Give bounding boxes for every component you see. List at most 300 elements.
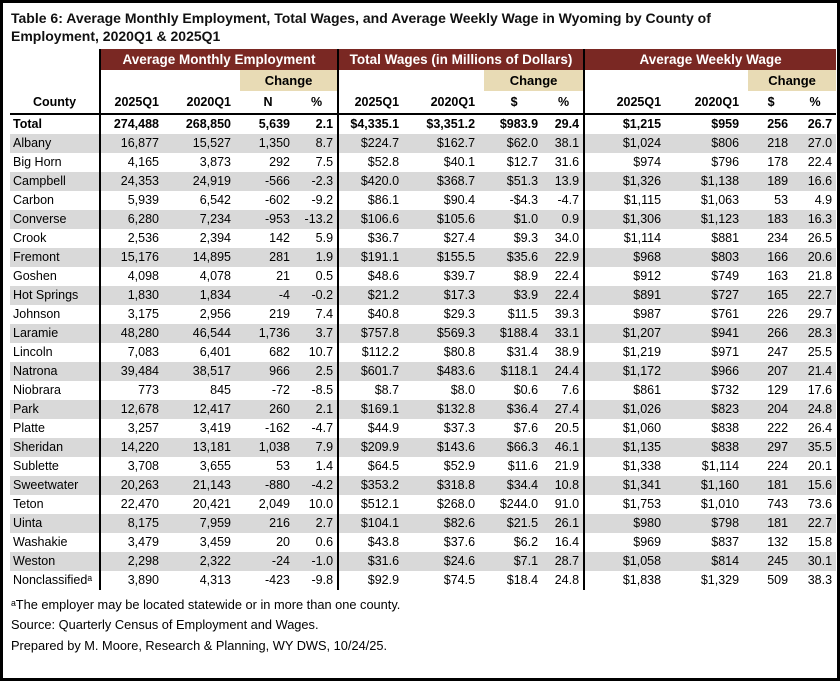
table-body [10,114,836,590]
value-cell: 12,417 [192,401,231,416]
value-cell: $353.2 [338,476,408,495]
value-cell: $974 [584,153,670,172]
value-cell: 4,098 [100,267,168,286]
value-cell: $48.6 [338,267,408,286]
value-cell: 14,220 [100,438,168,457]
county-cell: Carbon [13,192,54,207]
table-row [10,533,836,552]
value-cell: 22.4 [554,268,580,283]
blank-cell [10,70,100,91]
employment-wages-table [10,49,836,590]
value-cell: 2.7 [315,515,334,530]
col-header: 2025Q1 [584,91,670,114]
value-cell: $959 [711,116,740,131]
value-cell: $31.6 [338,552,408,571]
value-cell: 13.9 [554,173,580,188]
value-cell: $483.6 [436,363,476,378]
value-cell: 20.1 [807,458,833,473]
value-cell: $3.9 [513,287,539,302]
county-cell: Nonclassifiedᵃ [13,572,92,587]
value-cell: 91.0 [554,496,580,511]
value-cell: $37.3 [443,420,476,435]
change-label-weekly-wage: Change [748,70,836,91]
table-row [10,305,836,324]
value-cell: $368.7 [436,173,476,188]
county-cell: Johnson [13,306,61,321]
county-cell: Weston [13,553,56,568]
value-cell: $757.8 [338,324,408,343]
value-cell: $823 [711,401,740,416]
value-cell: 743 [767,496,789,511]
value-cell: $169.1 [338,400,408,419]
value-cell: $861 [584,381,670,400]
value-cell: $37.6 [443,534,476,549]
value-cell: 3,257 [100,419,168,438]
value-cell: $732 [711,382,740,397]
value-cell: $798 [711,515,740,530]
value-cell: $881 [711,230,740,245]
footnote-employer: ᵃThe employer may be located statewide or in more than one county. [11,596,401,612]
value-cell: 4,165 [100,153,168,172]
value-cell: 4.9 [814,192,833,207]
table-row [10,362,836,381]
value-cell: $601.7 [338,362,408,381]
value-cell: $838 [711,420,740,435]
value-cell: $52.8 [338,153,408,172]
value-cell: 189 [767,173,789,188]
value-cell: $420.0 [338,172,408,191]
county-cell: Platte [13,420,45,435]
value-cell: 226 [767,306,789,321]
value-cell: 7.4 [315,306,334,321]
value-cell: $7.6 [513,420,539,435]
value-cell: $814 [711,553,740,568]
value-cell: $969 [584,533,670,552]
value-cell: $105.6 [436,211,476,226]
value-cell: 10.8 [554,477,580,492]
value-cell: 22,470 [100,495,168,514]
value-cell: 2,298 [100,552,168,571]
value-cell: 7.5 [315,154,334,169]
value-cell: 245 [767,553,789,568]
table-row [10,438,836,457]
value-cell: 2.1 [315,116,334,131]
value-cell: 218 [767,135,789,150]
value-cell: $36.7 [338,229,408,248]
value-cell: 20,263 [100,476,168,495]
value-cell: 266 [767,325,789,340]
value-cell: $188.4 [499,325,539,340]
value-cell: 274,488 [100,114,168,134]
corner-blank-cell [10,49,100,70]
value-cell: 21,143 [192,477,231,492]
value-cell: $796 [711,154,740,169]
value-cell: -602 [264,192,290,207]
table-row [10,114,836,134]
value-cell: $31.4 [506,344,539,359]
value-cell: $891 [584,286,670,305]
value-cell: 10.7 [308,344,334,359]
value-cell: 21.4 [807,363,833,378]
value-cell: 24.4 [554,363,580,378]
value-cell: $838 [711,439,740,454]
table-row [10,381,836,400]
value-cell: 181 [767,515,789,530]
table-row [10,153,836,172]
value-cell: 26.4 [807,420,833,435]
value-cell: 3,459 [199,534,231,549]
group-header-total-wages: Total Wages (in Millions of Dollars) [338,49,584,70]
value-cell: 22.7 [807,287,833,302]
value-cell: $1,058 [584,552,670,571]
value-cell: 224 [767,458,789,473]
value-cell: 73.6 [807,496,833,511]
value-cell: $1,306 [584,210,670,229]
value-cell: 181 [767,477,789,492]
value-cell: 35.5 [807,439,833,454]
value-cell: $1,219 [584,343,670,362]
col-header: 2025Q1 [338,91,408,114]
value-cell: $17.3 [443,287,476,302]
value-cell: 4,313 [199,572,231,587]
value-cell: $162.7 [436,135,476,150]
value-cell: $803 [711,249,740,264]
table-row [10,571,836,590]
value-cell: $1,123 [700,211,740,226]
value-cell: -162 [264,420,290,435]
col-header: $ [484,91,544,114]
group-header-row [10,49,836,70]
value-cell: 2.1 [315,401,334,416]
table-title: Table 6: Average Monthly Employment, Total Wages, and Average Weekly Wage in Wyoming by County of Employment, 2020Q1 & 2025Q1 [11,10,711,44]
change-label-employment: Change [240,70,338,91]
table-row [10,552,836,571]
value-cell: 682 [269,344,290,359]
value-cell: 260 [269,401,290,416]
value-cell: $40.1 [443,154,476,169]
value-cell: 1,834 [199,287,231,302]
value-cell: -1.0 [311,553,334,568]
value-cell: 53 [276,458,290,473]
value-cell: $1,010 [700,496,740,511]
value-cell: $80.8 [443,344,476,359]
county-cell: Converse [13,211,67,226]
value-cell: $318.8 [436,477,476,492]
county-column-header: County [10,91,100,114]
value-cell: $761 [711,306,740,321]
value-cell: $512.1 [338,495,408,514]
value-cell: 20.5 [554,420,580,435]
col-header: 2025Q1 [100,91,168,114]
value-cell: $43.8 [338,533,408,552]
value-cell: 234 [767,230,789,245]
table-row [10,267,836,286]
group-header-employment: Average Monthly Employment [100,49,338,70]
value-cell: -423 [264,572,290,587]
value-cell: $983.9 [499,116,539,131]
value-cell: 33.1 [554,325,580,340]
county-cell: Teton [13,496,44,511]
value-cell: 15,527 [192,135,231,150]
county-cell: Hot Springs [13,287,79,302]
value-cell: 773 [100,381,168,400]
value-cell: 1.9 [315,249,334,264]
value-cell: $1.0 [513,211,539,226]
value-cell: $155.5 [436,249,476,264]
value-cell: 22.7 [807,515,833,530]
value-cell: $1,024 [584,134,670,153]
county-cell: Sublette [13,458,59,473]
county-cell: Uinta [13,515,43,530]
col-header: % [544,91,584,114]
value-cell: 247 [767,344,789,359]
value-cell: 38.1 [554,135,580,150]
value-cell: 16.3 [807,211,833,226]
county-cell: Niobrara [13,382,61,397]
col-header: % [296,91,338,114]
value-cell: $244.0 [499,496,539,511]
col-header: 2020Q1 [168,91,240,114]
value-cell: 966 [269,363,290,378]
value-cell: 1,830 [100,286,168,305]
value-cell: $1,172 [584,362,670,381]
value-cell: 204 [767,401,789,416]
footnote-source: Source: Quarterly Census of Employment and Wages. [11,617,319,633]
value-cell: $1,060 [584,419,670,438]
value-cell: 22.9 [554,249,580,264]
value-cell: $569.3 [436,325,476,340]
col-header: % [794,91,836,114]
value-cell: $806 [711,135,740,150]
value-cell: $12.7 [506,154,539,169]
value-cell: -4 [278,287,290,302]
value-cell: -9.8 [311,572,334,587]
value-cell: $966 [711,363,740,378]
value-cell: 6,542 [199,192,231,207]
value-cell: 165 [767,287,789,302]
table-row [10,134,836,153]
value-cell: $268.0 [436,496,476,511]
value-cell: $21.5 [506,515,539,530]
value-cell: 24.8 [807,401,833,416]
value-cell: 38,517 [192,363,231,378]
county-cell: Albany [13,135,52,150]
value-cell: 281 [269,249,290,264]
value-cell: $27.4 [443,230,476,245]
value-cell: 3.7 [315,325,334,340]
value-cell: 48,280 [100,324,168,343]
value-cell: -880 [264,477,290,492]
value-cell: 21 [276,268,290,283]
value-cell: $1,207 [584,324,670,343]
value-cell: 13,181 [192,439,231,454]
value-cell: 14,895 [192,249,231,264]
value-cell: -953 [264,211,290,226]
county-cell: Park [13,401,39,416]
value-cell: 845 [210,382,231,397]
value-cell: 2,049 [258,496,290,511]
value-cell: $132.8 [436,401,476,416]
value-cell: 1,736 [258,325,290,340]
value-cell: $968 [584,248,670,267]
value-cell: 8.7 [315,135,334,150]
value-cell: $912 [584,267,670,286]
value-cell: $1,135 [584,438,670,457]
value-cell: 7.6 [561,382,580,397]
value-cell: 3,419 [199,420,231,435]
value-cell: $1,114 [701,458,740,473]
value-cell: $39.7 [443,268,476,283]
value-cell: 7,083 [100,343,168,362]
blank-cell [100,70,240,91]
value-cell: -4.7 [311,420,334,435]
value-cell: 297 [767,439,789,454]
value-cell: 22.4 [807,154,833,169]
value-cell: $1,329 [700,572,740,587]
value-cell: $82.6 [443,515,476,530]
footnotes [11,595,830,656]
value-cell: 39,484 [100,362,168,381]
value-cell: 7,959 [199,515,231,530]
value-cell: 4,078 [199,268,231,283]
footnote-prepared-by: Prepared by M. Moore, Research & Planning, WY DWS, 10/24/25. [11,637,388,653]
value-cell: $44.9 [338,419,408,438]
value-cell: $74.5 [443,572,476,587]
value-cell: $987 [584,305,670,324]
value-cell: $1,838 [584,571,670,590]
value-cell: -2.3 [311,173,334,188]
value-cell: 3,175 [100,305,168,324]
value-cell: $971 [711,344,740,359]
value-cell: 31.6 [554,154,580,169]
group-header-weekly-wage: Average Weekly Wage [584,49,836,70]
value-cell: 6,280 [100,210,168,229]
blank-cell [338,70,484,91]
value-cell: $18.4 [506,572,539,587]
value-cell: 24,919 [192,173,231,188]
value-cell: 5,939 [100,191,168,210]
table-row [10,248,836,267]
county-cell: Natrona [13,363,58,378]
value-cell: $1,215 [584,114,670,134]
value-cell: 183 [767,211,789,226]
value-cell: 16.6 [807,173,833,188]
table-row [10,191,836,210]
value-cell: $8.9 [513,268,539,283]
value-cell: 6,401 [199,344,231,359]
value-cell: 53 [774,192,789,207]
value-cell: $1,026 [584,400,670,419]
table-row [10,210,836,229]
change-header-row [10,70,836,91]
value-cell: 5.9 [315,230,334,245]
value-cell: 256 [767,116,789,131]
table-row [10,343,836,362]
value-cell: $209.9 [338,438,408,457]
value-cell: $66.3 [506,439,539,454]
value-cell: 207 [767,363,789,378]
change-label-total-wages: Change [484,70,584,91]
value-cell: 132 [767,534,789,549]
value-cell: -4.7 [557,192,580,207]
value-cell: $21.2 [338,286,408,305]
value-cell: $1,115 [584,191,670,210]
value-cell: 2,394 [199,230,231,245]
value-cell: 15.8 [807,534,833,549]
blank-cell [584,70,748,91]
table-row [10,229,836,248]
county-cell: Fremont [13,249,60,264]
value-cell: 2.5 [315,363,334,378]
value-cell: 12,678 [100,400,168,419]
value-cell: $62.0 [506,135,539,150]
table-row [10,457,836,476]
county-cell: Sweetwater [13,477,79,492]
value-cell: 2,536 [100,229,168,248]
value-cell: 3,479 [100,533,168,552]
value-cell: 10.0 [308,496,334,511]
value-cell: $1,338 [584,457,670,476]
value-cell: 38.3 [807,572,833,587]
value-cell: 21.8 [807,268,833,283]
value-cell: 509 [767,572,789,587]
value-cell: $143.6 [436,439,476,454]
value-cell: 219 [269,306,290,321]
value-cell: 129 [767,382,789,397]
value-cell: 3,873 [199,154,231,169]
value-cell: -0.2 [311,287,334,302]
value-cell: 142 [269,230,290,245]
value-cell: 17.6 [807,382,833,397]
value-cell: 222 [767,420,789,435]
table-row [10,476,836,495]
value-cell: $191.1 [338,248,408,267]
value-cell: $1,326 [584,172,670,191]
value-cell: 15.6 [807,477,833,492]
value-cell: 15,176 [100,248,168,267]
value-cell: 1.4 [315,458,334,473]
value-cell: -13.2 [304,211,334,226]
col-header: $ [748,91,794,114]
table-row [10,495,836,514]
value-cell: 20 [276,534,290,549]
value-cell: $3,351.2 [426,116,476,131]
value-cell: $36.4 [506,401,539,416]
value-cell: 2,956 [199,306,231,321]
value-cell: 21.9 [554,458,580,473]
value-cell: $40.8 [338,305,408,324]
value-cell: 1,350 [258,135,290,150]
value-cell: 39.3 [554,306,580,321]
value-cell: $6.2 [513,534,539,549]
value-cell: $1,138 [700,173,740,188]
value-cell: 163 [767,268,789,283]
value-cell: $0.6 [513,382,539,397]
value-cell: -$4.3 [509,192,539,207]
value-cell: 292 [269,154,290,169]
column-header-row [10,91,836,114]
county-cell: Laramie [13,325,59,340]
value-cell: $29.3 [443,306,476,321]
value-cell: 46,544 [192,325,231,340]
col-header: N [240,91,296,114]
value-cell: 34.0 [554,230,580,245]
table-row [10,400,836,419]
value-cell: $9.3 [513,230,539,245]
county-cell: Lincoln [13,344,53,359]
value-cell: $11.6 [507,458,539,473]
table-row [10,514,836,533]
